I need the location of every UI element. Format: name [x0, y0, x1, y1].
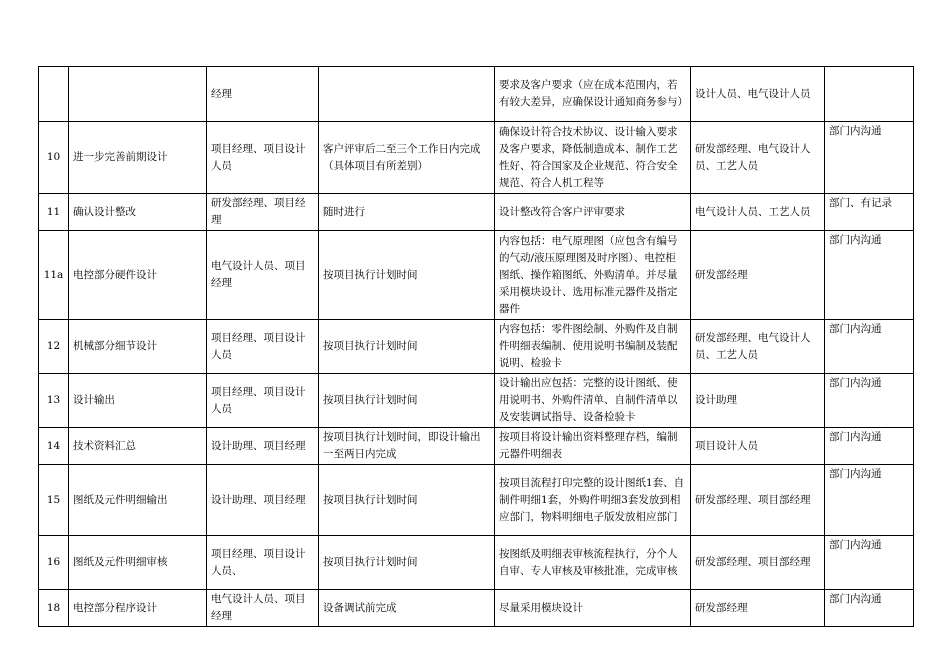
participants-cell: 设计助理	[691, 374, 825, 428]
task-cell: 图纸及元件明细审核	[69, 536, 207, 590]
requirement-cell: 尽量采用模块设计	[495, 590, 691, 627]
owner-cell: 电气设计人员、项目经理	[207, 231, 319, 320]
table-row	[39, 536, 914, 590]
remark-cell: 部门内沟通	[825, 465, 914, 536]
time-cell: 按项目执行计划时间	[319, 465, 495, 536]
participants-cell: 研发部经理、项目部经理	[691, 536, 825, 590]
participants-cell: 设计人员、电气设计人员	[691, 67, 825, 122]
task-cell: 机械部分细节设计	[69, 320, 207, 374]
participants-cell: 研发部经理	[691, 231, 825, 320]
requirement-cell: 内容包括：零件图绘制、外购件及自制件明细表编制、使用说明书编制及装配说明、检验卡	[495, 320, 691, 374]
remark-cell: 部门内沟通	[825, 320, 914, 374]
time-cell: 设备调试前完成	[319, 590, 495, 627]
owner-cell: 项目经理、项目设计人员	[207, 122, 319, 194]
time-cell: 客户评审后二至三个工作日内完成（具体项目有所差别）	[319, 122, 495, 194]
owner-cell: 设计助理、项目经理	[207, 428, 319, 465]
remark-cell: 部门内沟通	[825, 590, 914, 627]
table-row	[39, 465, 914, 536]
task-cell: 进一步完善前期设计	[69, 122, 207, 194]
step-number-cell: 16	[39, 536, 69, 590]
task-cell: 电控部分程序设计	[69, 590, 207, 627]
participants-cell: 项目设计人员	[691, 428, 825, 465]
remark-cell: 部门内沟通	[825, 428, 914, 465]
time-cell: 按项目执行计划时间	[319, 320, 495, 374]
owner-cell: 项目经理、项目设计人员	[207, 374, 319, 428]
step-number-cell: 11a	[39, 231, 69, 320]
table-row	[39, 231, 914, 320]
requirement-cell: 内容包括：电气原理图（应包含有编号的气动/液压原理图及时序图）、电控柜图纸、操作箱图纸、外购清单。并尽量采用模块设计、选用标准元器件及指定器件	[495, 231, 691, 320]
time-cell: 随时进行	[319, 194, 495, 231]
requirement-cell: 要求及客户要求（应在成本范围内，若有较大差异，应确保设计通知商务参与）	[495, 67, 691, 122]
participants-cell: 研发部经理	[691, 590, 825, 627]
remark-cell: 部门内沟通	[825, 374, 914, 428]
process-table	[38, 66, 914, 627]
step-number-cell: 18	[39, 590, 69, 627]
participants-cell: 研发部经理、电气设计人员、工艺人员	[691, 122, 825, 194]
step-number-cell: 11	[39, 194, 69, 231]
step-number-cell: 12	[39, 320, 69, 374]
time-cell	[319, 67, 495, 122]
task-cell: 图纸及元件明细输出	[69, 465, 207, 536]
remark-cell: 部门、有记录	[825, 194, 914, 231]
requirement-cell: 设计整改符合客户评审要求	[495, 194, 691, 231]
requirement-cell: 按项目将设计输出资料整理存档，编制元器件明细表	[495, 428, 691, 465]
requirement-cell: 按图纸及明细表审核流程执行，分个人自审、专人审核及审核批准，完成审核	[495, 536, 691, 590]
remark-cell: 部门内沟通	[825, 122, 914, 194]
owner-cell: 电气设计人员、项目经理	[207, 590, 319, 627]
requirement-cell: 确保设计符合技术协议、设计输入要求及客户要求，降低制造成本、制作工艺性好、符合国家及企业规范、符合安全规范、符合人机工程等	[495, 122, 691, 194]
step-number-cell	[39, 67, 69, 122]
table-row	[39, 428, 914, 465]
time-cell: 按项目执行计划时间	[319, 231, 495, 320]
table-row	[39, 590, 914, 627]
remark-cell: 部门内沟通	[825, 231, 914, 320]
step-number-cell: 14	[39, 428, 69, 465]
task-cell: 确认设计整改	[69, 194, 207, 231]
task-cell: 设计输出	[69, 374, 207, 428]
requirement-cell: 按项目流程打印完整的设计图纸1套、自制件明细1套，外购件明细3套发放到相应部门，物料明细电子版发放相应部门	[495, 465, 691, 536]
table-row	[39, 122, 914, 194]
table-row	[39, 194, 914, 231]
task-cell: 电控部分硬件设计	[69, 231, 207, 320]
time-cell: 按项目执行计划时间	[319, 536, 495, 590]
step-number-cell: 13	[39, 374, 69, 428]
owner-cell: 经理	[207, 67, 319, 122]
owner-cell: 项目经理、项目设计人员	[207, 320, 319, 374]
table-row	[39, 67, 914, 122]
requirement-cell: 设计输出应包括：完整的设计图纸、使用说明书、外购件清单、自制件清单以及安装调试指导、设备检验卡	[495, 374, 691, 428]
participants-cell: 研发部经理、项目部经理	[691, 465, 825, 536]
task-cell: 技术资料汇总	[69, 428, 207, 465]
time-cell: 按项目执行计划时间，即设计输出一至两日内完成	[319, 428, 495, 465]
task-cell	[69, 67, 207, 122]
time-cell: 按项目执行计划时间	[319, 374, 495, 428]
remark-cell	[825, 67, 914, 122]
owner-cell: 设计助理、项目经理	[207, 465, 319, 536]
table-row	[39, 320, 914, 374]
step-number-cell: 10	[39, 122, 69, 194]
owner-cell: 项目经理、项目设计人员、	[207, 536, 319, 590]
owner-cell: 研发部经理、项目经理	[207, 194, 319, 231]
participants-cell: 电气设计人员、工艺人员	[691, 194, 825, 231]
table-row	[39, 374, 914, 428]
remark-cell: 部门内沟通	[825, 536, 914, 590]
participants-cell: 研发部经理、电气设计人员、工艺人员	[691, 320, 825, 374]
step-number-cell: 15	[39, 465, 69, 536]
